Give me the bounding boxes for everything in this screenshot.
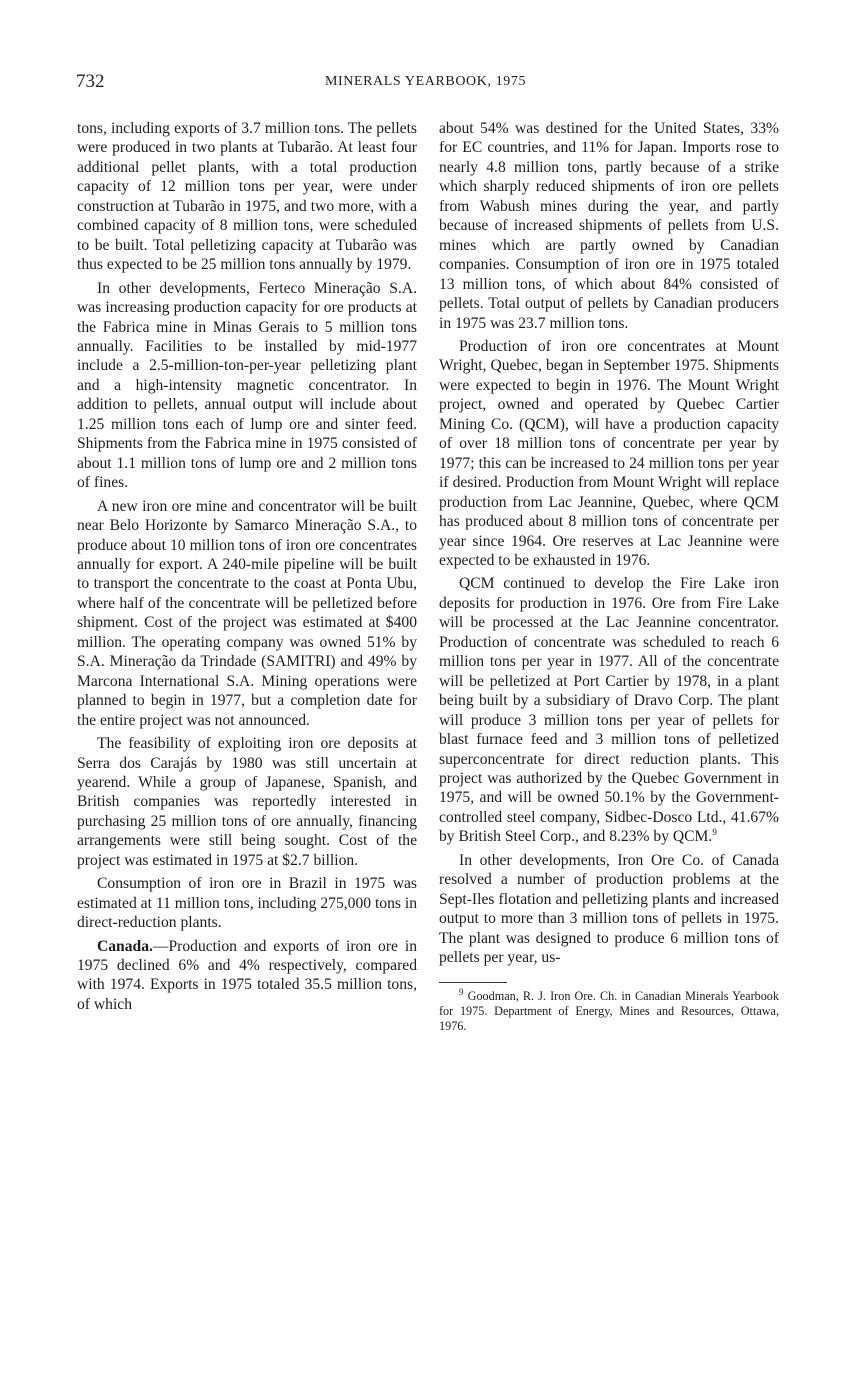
footnote-divider [439,982,507,983]
canada-heading: Canada. [97,937,153,955]
footnote-text: Goodman, R. J. Iron Ore. Ch. in Canadian Minerals Yearbook for 1975. Department of Energy, Mines and Resources, Ottawa, 1976. [439,989,779,1034]
paragraph-fire-lake [439,574,779,846]
running-title: MINERALS YEARBOOK, 1975 [324,74,527,89]
paragraph-canada-exports: about 54% was destined for the United States, 33% for EC countries, and 11% for Japan. Imports rose to nearly 4.8 million tons, partly because of a strike which sharply reduced shipments of iron ore pellets from Wabush mines during the year, and partly because of increased shipments of pellets from U.S. mines which are partly owned by Canadian companies. Consumption of iron ore in 1975 totaled 13 million tons, of which about 84% consisted of pellets. Total output of pellets by Canadian producers in 1975 was 23.7 million tons. [439,120,779,332]
paragraph-carajas: The feasibility of exploiting iron ore deposits at Serra dos Carajás by 1980 was still uncertain at yearend. While a group of Japanese, Spanish, and British companies was reportedly interested in purchasing 25 million tons of ore annually, financing arrangements were still being sought. Cost of the project was estimated in 1975 at $2.7 billion. [77,735,417,869]
paragraph-ferteco: In other developments, Ferteco Mineração S.A. was increasing production capacity for ore products at the Fabrica mine in Minas Gerais to 5 million tons annually. Facilities to be installed by mid-1977 include a 2.5-million-ton-per-year pelletizing plant and a high-intensity magnetic concentrator. In addition to pellets, annual output will include about 1.25 million tons each of lump ore and sinter feed. Shipments from the Fabrica mine in 1975 consisted of about 1.1 million tons of lump ore and 2 million tons of fines. [77,279,417,492]
canada-text: —Production and exports of iron ore in 1975 declined 6% and 4% respectively, compared with 1974. Exports in 1975 totaled 35.5 million tons, of which [77,937,417,1013]
paragraph-samarco: A new iron ore mine and concentrator will be built near Belo Horizonte by Samarco Mineração S.A., to produce about 10 million tons of iron ore concentrates annually for export. A 240-mile pipeline will be built to transport the concentrate to the coast at Ponta Ubu, where half of the concentrate will be pelletized before shipment. Cost of the project was estimated at $400 million. The operating company was owned 51% by S.A. Mineração da Trindade (SAMITRI) and 49% by Marcona International S.A. Mining operations were planned to begin in 1977, but a completion date for the entire project was not announced. [77,497,417,729]
paragraph-mount-wright: Production of iron ore concentrates at Mount Wright, Quebec, began in September 1975. Shipments were expected to begin in 1976. The Mount Wright project, owned and operated by Quebec Cartier Mining Co. (QCM), will have a production capacity of over 18 million tons of concentrate per year by 1977; this can be increased to 24 million tons per year if desired. Production from Mount Wright will replace production from Lac Jeannine, Quebec, where QCM has produced about 8 million tons of concentrate per year since 1964. Ore reserves at Lac Jeannine were expected to be exhausted in 1976. [439,337,779,569]
paragraph-iron-ore-co: In other developments, Iron Ore Co. of Canada resolved a number of production problems at the Sept-Iles flotation and pelletizing plants and increased output to more than 3 million tons of pellets in 1975. The plant was designed to produce 6 million tons of pellets per year, us- [439,851,779,967]
right-column [439,119,779,1034]
footnote [439,989,779,1034]
paragraph-tubarao-pellets: tons, including exports of 3.7 million tons. The pellets were produced in two plants at Tubarão. At least four additional pellet plants, with a total production capacity of 12 million tons per year, were under construction at Tubarão in 1975, and two more, with a combined capacity of 8 million tons, were scheduled to be built. Total pelletizing capacity at Tubarão was thus expected to be 25 million tons annually by 1979. [77,120,417,274]
page-number: 732 [76,71,105,92]
paragraph-brazil-consumption: Consumption of iron ore in Brazil in 1975 was estimated at 11 million tons, including 275,000 tons in direct-reduction plants. [77,875,417,932]
footnote-reference: 9 [712,827,717,838]
footnote-marker: 9 [459,987,464,998]
paragraph-canada [77,937,417,1015]
fire-lake-text: QCM continued to develop the Fire Lake iron deposits for production in 1976. Ore from Fire Lake will be processed at the Lac Jeannine concentrator. Production of concentrate was scheduled to reach 6 million tons per year in 1977. All of the concentrate will be pelletized at Port Cartier by 1978, in a plant being built by a subsidiary of Dravo Corp. The plant will produce 3 million tons per year of pellets for blast furnace feed and 3 million tons of pelletized superconcentrate for direct reduction plants. This project was authorized by the Quebec Government in 1975, and will be owned 50.1% by the Government-controlled steel company, Sidbec-Dosco Ltd., 41.67% by British Steel Corp., and 8.23% by QCM. [439,575,779,846]
left-column [77,119,417,1014]
